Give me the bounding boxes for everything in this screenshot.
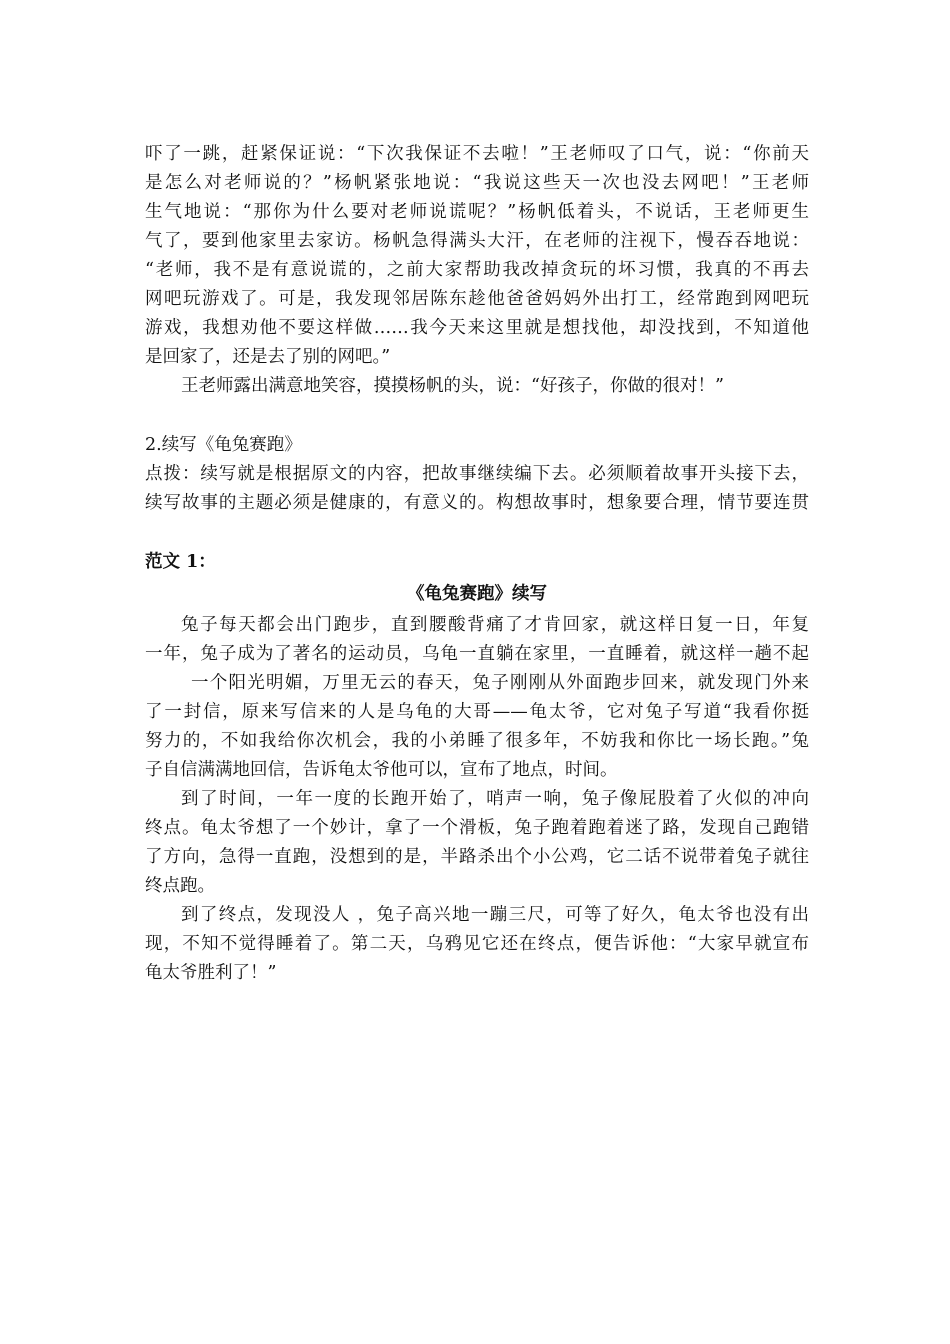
text-line: 现，不知不觉得睡着了。第二天，乌鸦见它还在终点，便告诉他：“大家早就宣布 <box>145 934 809 954</box>
text-line: 一年，兔子成为了著名的运动员，乌龟一直躺在家里，一直睡着，就这样一趟不起 <box>145 644 809 664</box>
text-line: 一个阳光明媚，万里无云的春天，兔子刚刚从外面跑步回来，就发现门外来 <box>191 673 809 693</box>
section-heading: 2.续写《龟兔赛跑》 <box>145 435 302 455</box>
text-line: 是回家了，还是去了别的网吧。” <box>145 347 391 367</box>
text-line: “老师，我不是有意说谎的，之前大家帮助我改掉贪玩的坏习惯，我真的不再去 <box>145 260 809 280</box>
text-line: 龟太爷胜利了！” <box>145 963 277 983</box>
text-line: 游戏，我想劝他不要这样做……我今天来这里就是想找他，却没找到，不知道他 <box>145 318 809 338</box>
text-line: 吓了一跳，赶紧保证说：“下次我保证不去啦！”王老师叹了口气，说：“你前天 <box>145 144 809 164</box>
paragraph-2 <box>145 669 809 785</box>
text-line: 努力的，不如我给你次机会，我的小弟睡了很多年，不妨我和你比一场长跑。”兔 <box>145 731 809 751</box>
text-line: 到了终点，发现没人 ，兔子高兴地一蹦三尺，可等了好久，龟太爷也没有出 <box>181 905 809 925</box>
text-line: 到了时间，一年一度的长跑开始了，哨声一响，兔子像屁股着了火似的冲向 <box>181 789 809 809</box>
text-line: 生气地说：“那你为什么要对老师说谎呢？”杨帆低着头，不说话，王老师更生 <box>145 202 809 222</box>
text-line: 气了，要到他家里去家访。杨帆急得满头大汗，在老师的注视下，慢吞吞地说： <box>145 231 809 251</box>
spacer <box>145 401 809 431</box>
essay-title: 《龟兔赛跑》续写 <box>407 584 547 604</box>
text-line: 了方向，急得一直跑，没想到的是，半路杀出个小公鸡，它二话不说带着兔子就往 <box>145 847 809 867</box>
text-line: 网吧玩游戏了。可是，我发现邻居陈东趁他爸爸妈妈外出打工，经常跑到网吧玩 <box>145 289 809 309</box>
text-line: 了一封信，原来写信来的人是乌龟的大哥——龟太爷，它对兔子写道“我看你挺 <box>145 702 809 722</box>
example-label: 范文 1： <box>145 552 216 572</box>
text-line: 终点。龟太爷想了一个妙计，拿了一个滑板，兔子跑着跑着迷了路，发现自己跑错 <box>145 818 809 838</box>
paragraph-3 <box>145 785 809 901</box>
story-part1 <box>145 140 809 401</box>
text-line: 兔子每天都会出门跑步，直到腰酸背痛了才肯回家，就这样日复一日，年复 <box>181 615 809 635</box>
document-page <box>145 140 809 988</box>
spacer <box>145 518 809 548</box>
tip-line: 续写故事的主题必须是健康的，有意义的。构想故事时，想象要合理，情节要连贯 <box>145 493 809 513</box>
section-2 <box>145 431 809 518</box>
paragraph-1 <box>145 611 809 669</box>
paragraph-4 <box>145 901 809 988</box>
text-line: 是怎么对老师说的？”杨帆紧张地说：“我说这些天一次也没去网吧！”王老师 <box>145 173 809 193</box>
text-line: 终点跑。 <box>145 876 215 896</box>
example-essay <box>145 548 809 988</box>
text-line: 子自信满满地回信，告诉龟太爷他可以，宣布了地点，时间。 <box>145 760 618 780</box>
closing-line: 王老师露出满意地笑容，摸摸杨帆的头，说：“好孩子，你做的很对！” <box>181 376 724 396</box>
tip-line: 点拨：续写就是根据原文的内容，把故事继续编下去。必须顺着故事开头接下去， <box>145 464 809 484</box>
